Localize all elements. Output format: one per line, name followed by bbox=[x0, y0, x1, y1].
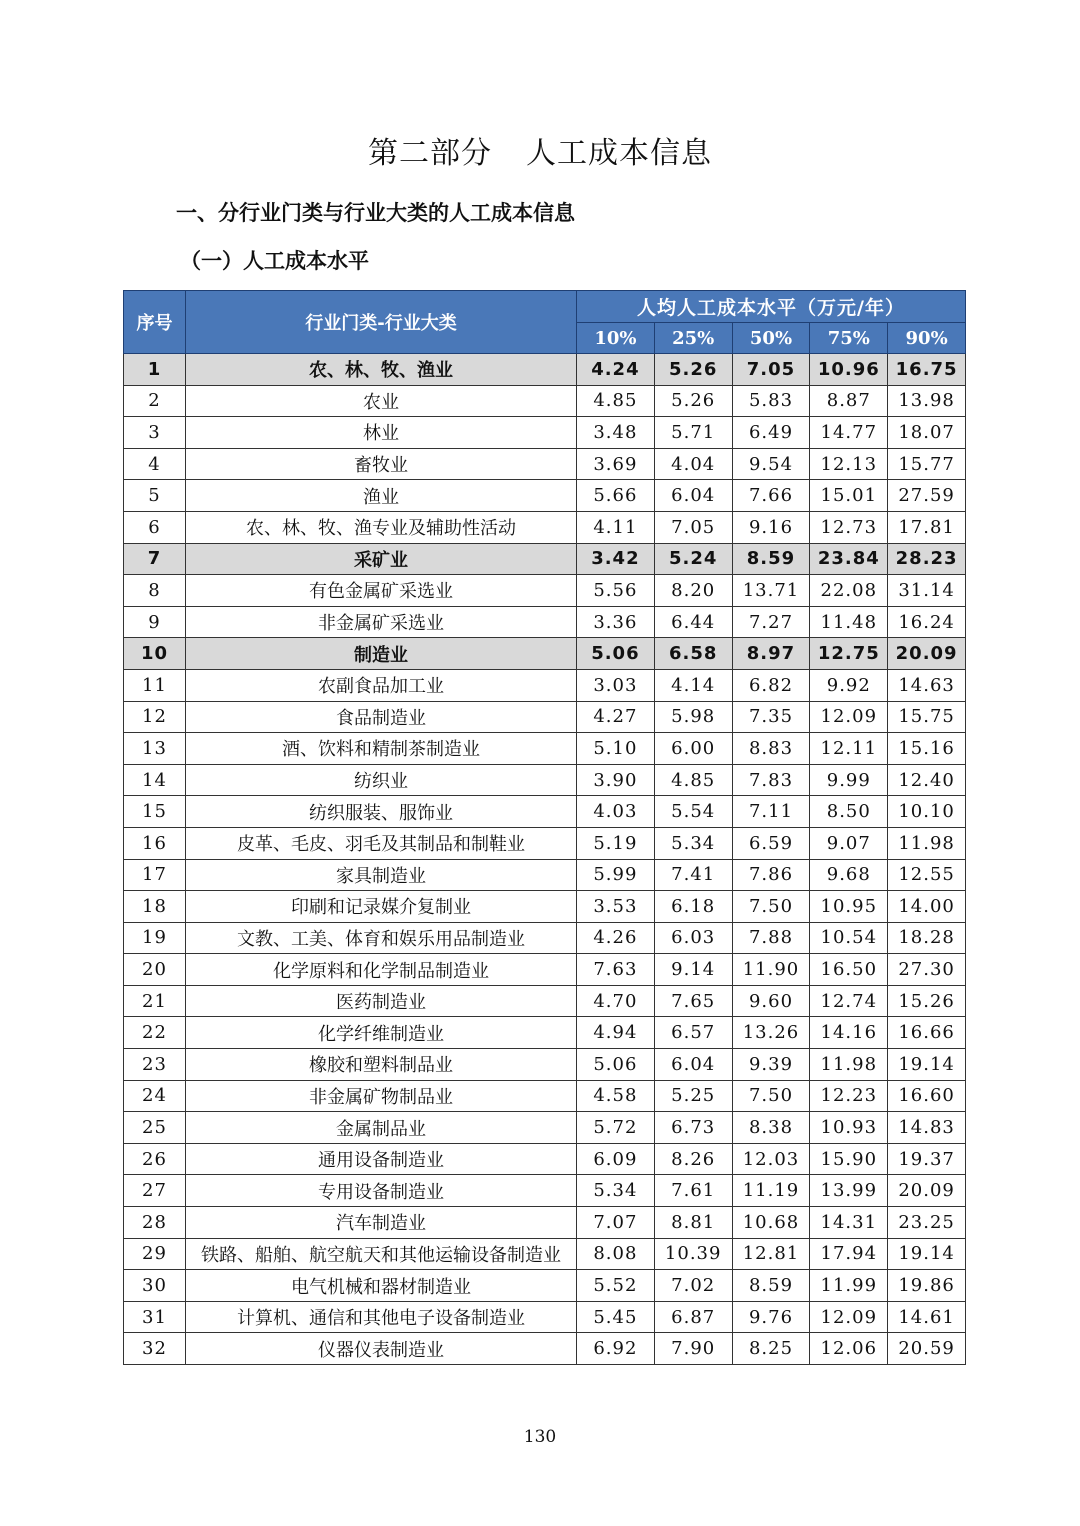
row-no: 13 bbox=[124, 733, 186, 765]
row-no: 4 bbox=[124, 448, 186, 480]
row-value: 5.83 bbox=[732, 385, 810, 417]
row-value: 7.65 bbox=[654, 985, 732, 1017]
row-value: 5.26 bbox=[654, 354, 732, 386]
row-value: 12.75 bbox=[810, 638, 888, 670]
row-industry: 非金属矿采选业 bbox=[186, 606, 577, 638]
title-part: 第二部分 bbox=[368, 136, 492, 171]
row-value: 6.92 bbox=[577, 1333, 655, 1365]
row-no: 3 bbox=[124, 417, 186, 449]
row-no: 5 bbox=[124, 480, 186, 512]
row-no: 15 bbox=[124, 796, 186, 828]
row-value: 3.42 bbox=[577, 543, 655, 575]
row-value: 17.94 bbox=[810, 1238, 888, 1270]
row-value: 5.52 bbox=[577, 1270, 655, 1302]
header-p50: 50% bbox=[732, 323, 810, 354]
row-value: 9.39 bbox=[732, 1049, 810, 1081]
row-no: 17 bbox=[124, 859, 186, 891]
row-no: 8 bbox=[124, 575, 186, 607]
row-value: 14.83 bbox=[888, 1112, 966, 1144]
row-value: 5.99 bbox=[577, 859, 655, 891]
row-value: 6.73 bbox=[654, 1112, 732, 1144]
row-industry: 印刷和记录媒介复制业 bbox=[186, 891, 577, 923]
row-value: 6.44 bbox=[654, 606, 732, 638]
row-value: 31.14 bbox=[888, 575, 966, 607]
row-no: 23 bbox=[124, 1049, 186, 1081]
row-industry: 食品制造业 bbox=[186, 701, 577, 733]
row-value: 15.90 bbox=[810, 1143, 888, 1175]
row-value: 10.68 bbox=[732, 1207, 810, 1239]
row-value: 10.54 bbox=[810, 922, 888, 954]
row-value: 3.36 bbox=[577, 606, 655, 638]
row-industry: 农、林、牧、渔业 bbox=[186, 354, 577, 386]
table-row bbox=[124, 985, 966, 1017]
row-industry: 纺织业 bbox=[186, 764, 577, 796]
table-row bbox=[124, 1301, 966, 1333]
row-value: 10.95 bbox=[810, 891, 888, 923]
row-value: 7.90 bbox=[654, 1333, 732, 1365]
row-value: 20.09 bbox=[888, 1175, 966, 1207]
table-row bbox=[124, 511, 966, 543]
row-value: 16.60 bbox=[888, 1080, 966, 1112]
row-industry: 计算机、通信和其他电子设备制造业 bbox=[186, 1301, 577, 1333]
row-value: 11.19 bbox=[732, 1175, 810, 1207]
row-value: 8.20 bbox=[654, 575, 732, 607]
row-value: 14.31 bbox=[810, 1207, 888, 1239]
table-row bbox=[124, 448, 966, 480]
row-industry: 皮革、毛皮、羽毛及其制品和制鞋业 bbox=[186, 827, 577, 859]
subsection-heading: （一）人工成本水平 bbox=[180, 249, 369, 273]
row-value: 7.27 bbox=[732, 606, 810, 638]
row-value: 4.58 bbox=[577, 1080, 655, 1112]
row-value: 8.26 bbox=[654, 1143, 732, 1175]
row-industry: 通用设备制造业 bbox=[186, 1143, 577, 1175]
row-value: 5.26 bbox=[654, 385, 732, 417]
header-p75: 75% bbox=[810, 323, 888, 354]
row-value: 27.59 bbox=[888, 480, 966, 512]
row-value: 3.53 bbox=[577, 891, 655, 923]
row-value: 10.93 bbox=[810, 1112, 888, 1144]
row-value: 20.59 bbox=[888, 1333, 966, 1365]
table-row bbox=[124, 796, 966, 828]
row-industry: 畜牧业 bbox=[186, 448, 577, 480]
table-row bbox=[124, 954, 966, 986]
row-value: 19.14 bbox=[888, 1238, 966, 1270]
row-value: 3.69 bbox=[577, 448, 655, 480]
row-industry: 仪器仪表制造业 bbox=[186, 1333, 577, 1365]
row-industry: 电气机械和器材制造业 bbox=[186, 1270, 577, 1302]
table-row bbox=[124, 606, 966, 638]
row-no: 7 bbox=[124, 543, 186, 575]
row-value: 8.25 bbox=[732, 1333, 810, 1365]
row-value: 4.85 bbox=[654, 764, 732, 796]
page-title bbox=[0, 128, 1080, 172]
row-industry: 农副食品加工业 bbox=[186, 669, 577, 701]
row-value: 5.98 bbox=[654, 701, 732, 733]
row-industry: 铁路、船舶、航空航天和其他运输设备制造业 bbox=[186, 1238, 577, 1270]
row-value: 4.70 bbox=[577, 985, 655, 1017]
row-value: 6.00 bbox=[654, 733, 732, 765]
row-industry: 酒、饮料和精制茶制造业 bbox=[186, 733, 577, 765]
row-value: 13.99 bbox=[810, 1175, 888, 1207]
labor-cost-table bbox=[123, 290, 966, 1365]
row-value: 20.09 bbox=[888, 638, 966, 670]
row-value: 6.04 bbox=[654, 480, 732, 512]
row-value: 9.92 bbox=[810, 669, 888, 701]
row-value: 8.87 bbox=[810, 385, 888, 417]
row-value: 7.41 bbox=[654, 859, 732, 891]
row-value: 12.11 bbox=[810, 733, 888, 765]
row-value: 6.87 bbox=[654, 1301, 732, 1333]
table-row bbox=[124, 1175, 966, 1207]
table-row bbox=[124, 827, 966, 859]
row-value: 23.25 bbox=[888, 1207, 966, 1239]
header-no: 序号 bbox=[124, 291, 186, 354]
row-value: 12.09 bbox=[810, 701, 888, 733]
row-no: 28 bbox=[124, 1207, 186, 1239]
table-row bbox=[124, 543, 966, 575]
row-value: 5.54 bbox=[654, 796, 732, 828]
row-value: 19.14 bbox=[888, 1049, 966, 1081]
table-row bbox=[124, 733, 966, 765]
row-no: 1 bbox=[124, 354, 186, 386]
row-no: 9 bbox=[124, 606, 186, 638]
table-row bbox=[124, 638, 966, 670]
row-no: 26 bbox=[124, 1143, 186, 1175]
row-value: 14.00 bbox=[888, 891, 966, 923]
row-value: 7.88 bbox=[732, 922, 810, 954]
row-value: 7.05 bbox=[732, 354, 810, 386]
row-value: 4.85 bbox=[577, 385, 655, 417]
row-value: 8.81 bbox=[654, 1207, 732, 1239]
row-value: 6.18 bbox=[654, 891, 732, 923]
row-value: 11.98 bbox=[810, 1049, 888, 1081]
row-value: 4.14 bbox=[654, 669, 732, 701]
row-value: 6.82 bbox=[732, 669, 810, 701]
row-value: 16.66 bbox=[888, 1017, 966, 1049]
row-no: 29 bbox=[124, 1238, 186, 1270]
row-value: 5.06 bbox=[577, 638, 655, 670]
row-no: 6 bbox=[124, 511, 186, 543]
table-row bbox=[124, 1112, 966, 1144]
row-industry: 制造业 bbox=[186, 638, 577, 670]
row-no: 16 bbox=[124, 827, 186, 859]
row-value: 9.54 bbox=[732, 448, 810, 480]
row-value: 7.05 bbox=[654, 511, 732, 543]
row-value: 9.16 bbox=[732, 511, 810, 543]
row-value: 14.77 bbox=[810, 417, 888, 449]
header-p25: 25% bbox=[654, 323, 732, 354]
table-row bbox=[124, 385, 966, 417]
table-row bbox=[124, 1017, 966, 1049]
row-no: 2 bbox=[124, 385, 186, 417]
page-number: 130 bbox=[523, 1427, 557, 1447]
row-industry: 医药制造业 bbox=[186, 985, 577, 1017]
row-value: 8.08 bbox=[577, 1238, 655, 1270]
row-value: 6.49 bbox=[732, 417, 810, 449]
row-value: 11.99 bbox=[810, 1270, 888, 1302]
row-industry: 金属制品业 bbox=[186, 1112, 577, 1144]
row-value: 14.16 bbox=[810, 1017, 888, 1049]
row-value: 12.13 bbox=[810, 448, 888, 480]
table-row bbox=[124, 1049, 966, 1081]
table-row bbox=[124, 859, 966, 891]
row-value: 7.66 bbox=[732, 480, 810, 512]
row-value: 4.94 bbox=[577, 1017, 655, 1049]
row-no: 25 bbox=[124, 1112, 186, 1144]
title-name: 人工成本信息 bbox=[526, 136, 712, 171]
row-value: 5.10 bbox=[577, 733, 655, 765]
row-value: 17.81 bbox=[888, 511, 966, 543]
row-no: 27 bbox=[124, 1175, 186, 1207]
header-p10: 10% bbox=[577, 323, 655, 354]
table-row bbox=[124, 1333, 966, 1365]
row-industry: 化学纤维制造业 bbox=[186, 1017, 577, 1049]
row-value: 9.68 bbox=[810, 859, 888, 891]
row-value: 5.71 bbox=[654, 417, 732, 449]
row-value: 6.09 bbox=[577, 1143, 655, 1175]
row-value: 13.98 bbox=[888, 385, 966, 417]
row-value: 10.96 bbox=[810, 354, 888, 386]
row-value: 4.03 bbox=[577, 796, 655, 828]
row-industry: 非金属矿物制品业 bbox=[186, 1080, 577, 1112]
row-no: 11 bbox=[124, 669, 186, 701]
row-value: 7.11 bbox=[732, 796, 810, 828]
row-value: 15.77 bbox=[888, 448, 966, 480]
row-value: 5.06 bbox=[577, 1049, 655, 1081]
row-value: 27.30 bbox=[888, 954, 966, 986]
row-value: 9.99 bbox=[810, 764, 888, 796]
table-row bbox=[124, 922, 966, 954]
row-value: 23.84 bbox=[810, 543, 888, 575]
row-value: 12.55 bbox=[888, 859, 966, 891]
row-industry: 橡胶和塑料制品业 bbox=[186, 1049, 577, 1081]
row-value: 7.50 bbox=[732, 891, 810, 923]
row-value: 15.26 bbox=[888, 985, 966, 1017]
table-row bbox=[124, 1143, 966, 1175]
row-value: 14.61 bbox=[888, 1301, 966, 1333]
row-industry: 化学原料和化学制品制造业 bbox=[186, 954, 577, 986]
row-value: 8.59 bbox=[732, 1270, 810, 1302]
row-value: 6.58 bbox=[654, 638, 732, 670]
row-no: 10 bbox=[124, 638, 186, 670]
table-row bbox=[124, 417, 966, 449]
header-unit: 人均人工成本水平（万元/年） bbox=[577, 291, 966, 323]
row-value: 7.50 bbox=[732, 1080, 810, 1112]
row-value: 8.83 bbox=[732, 733, 810, 765]
row-value: 6.03 bbox=[654, 922, 732, 954]
row-value: 16.50 bbox=[810, 954, 888, 986]
row-value: 7.02 bbox=[654, 1270, 732, 1302]
row-value: 12.73 bbox=[810, 511, 888, 543]
row-value: 4.26 bbox=[577, 922, 655, 954]
table-row bbox=[124, 701, 966, 733]
row-value: 6.57 bbox=[654, 1017, 732, 1049]
row-value: 13.71 bbox=[732, 575, 810, 607]
row-value: 10.10 bbox=[888, 796, 966, 828]
row-industry: 专用设备制造业 bbox=[186, 1175, 577, 1207]
row-value: 15.16 bbox=[888, 733, 966, 765]
row-industry: 纺织服装、服饰业 bbox=[186, 796, 577, 828]
table-row bbox=[124, 575, 966, 607]
row-industry: 农业 bbox=[186, 385, 577, 417]
row-no: 14 bbox=[124, 764, 186, 796]
section-heading: 一、分行业门类与行业大类的人工成本信息 bbox=[176, 201, 575, 225]
row-value: 15.75 bbox=[888, 701, 966, 733]
row-value: 7.86 bbox=[732, 859, 810, 891]
row-value: 10.39 bbox=[654, 1238, 732, 1270]
row-no: 30 bbox=[124, 1270, 186, 1302]
row-value: 18.28 bbox=[888, 922, 966, 954]
row-value: 4.04 bbox=[654, 448, 732, 480]
row-value: 7.35 bbox=[732, 701, 810, 733]
header-p90: 90% bbox=[888, 323, 966, 354]
row-value: 12.09 bbox=[810, 1301, 888, 1333]
row-value: 9.60 bbox=[732, 985, 810, 1017]
row-value: 5.19 bbox=[577, 827, 655, 859]
row-no: 31 bbox=[124, 1301, 186, 1333]
row-value: 9.14 bbox=[654, 954, 732, 986]
row-value: 16.75 bbox=[888, 354, 966, 386]
row-value: 7.83 bbox=[732, 764, 810, 796]
row-no: 12 bbox=[124, 701, 186, 733]
row-value: 28.23 bbox=[888, 543, 966, 575]
row-value: 8.38 bbox=[732, 1112, 810, 1144]
row-value: 7.63 bbox=[577, 954, 655, 986]
row-value: 3.90 bbox=[577, 764, 655, 796]
row-value: 6.04 bbox=[654, 1049, 732, 1081]
row-value: 9.07 bbox=[810, 827, 888, 859]
row-industry: 农、林、牧、渔专业及辅助性活动 bbox=[186, 511, 577, 543]
row-value: 19.37 bbox=[888, 1143, 966, 1175]
row-value: 5.25 bbox=[654, 1080, 732, 1112]
row-no: 20 bbox=[124, 954, 186, 986]
row-no: 19 bbox=[124, 922, 186, 954]
row-industry: 采矿业 bbox=[186, 543, 577, 575]
row-value: 12.03 bbox=[732, 1143, 810, 1175]
row-value: 3.03 bbox=[577, 669, 655, 701]
row-value: 14.63 bbox=[888, 669, 966, 701]
row-value: 13.26 bbox=[732, 1017, 810, 1049]
row-value: 12.81 bbox=[732, 1238, 810, 1270]
row-value: 5.66 bbox=[577, 480, 655, 512]
table-row bbox=[124, 480, 966, 512]
row-no: 22 bbox=[124, 1017, 186, 1049]
row-no: 24 bbox=[124, 1080, 186, 1112]
row-industry: 家具制造业 bbox=[186, 859, 577, 891]
row-value: 12.40 bbox=[888, 764, 966, 796]
header-industry: 行业门类-行业大类 bbox=[186, 291, 577, 354]
row-value: 15.01 bbox=[810, 480, 888, 512]
row-value: 4.24 bbox=[577, 354, 655, 386]
table-body bbox=[124, 354, 966, 1365]
row-value: 8.50 bbox=[810, 796, 888, 828]
table-row bbox=[124, 1207, 966, 1239]
row-no: 32 bbox=[124, 1333, 186, 1365]
row-value: 19.86 bbox=[888, 1270, 966, 1302]
row-value: 18.07 bbox=[888, 417, 966, 449]
row-value: 22.08 bbox=[810, 575, 888, 607]
row-industry: 文教、工美、体育和娱乐用品制造业 bbox=[186, 922, 577, 954]
row-value: 3.48 bbox=[577, 417, 655, 449]
row-value: 5.34 bbox=[577, 1175, 655, 1207]
row-value: 12.74 bbox=[810, 985, 888, 1017]
row-value: 5.24 bbox=[654, 543, 732, 575]
row-value: 8.97 bbox=[732, 638, 810, 670]
table-row bbox=[124, 764, 966, 796]
table-row bbox=[124, 891, 966, 923]
row-value: 12.06 bbox=[810, 1333, 888, 1365]
row-industry: 林业 bbox=[186, 417, 577, 449]
row-value: 4.11 bbox=[577, 511, 655, 543]
row-value: 5.34 bbox=[654, 827, 732, 859]
row-value: 8.59 bbox=[732, 543, 810, 575]
row-value: 16.24 bbox=[888, 606, 966, 638]
row-industry: 汽车制造业 bbox=[186, 1207, 577, 1239]
row-value: 7.07 bbox=[577, 1207, 655, 1239]
table-row bbox=[124, 354, 966, 386]
row-value: 5.72 bbox=[577, 1112, 655, 1144]
row-value: 12.23 bbox=[810, 1080, 888, 1112]
row-value: 6.59 bbox=[732, 827, 810, 859]
table-row bbox=[124, 669, 966, 701]
row-value: 4.27 bbox=[577, 701, 655, 733]
table-row bbox=[124, 1238, 966, 1270]
row-no: 21 bbox=[124, 985, 186, 1017]
row-no: 18 bbox=[124, 891, 186, 923]
row-value: 11.98 bbox=[888, 827, 966, 859]
row-value: 5.56 bbox=[577, 575, 655, 607]
row-industry: 渔业 bbox=[186, 480, 577, 512]
table-row bbox=[124, 1270, 966, 1302]
row-value: 11.90 bbox=[732, 954, 810, 986]
row-value: 5.45 bbox=[577, 1301, 655, 1333]
row-value: 9.76 bbox=[732, 1301, 810, 1333]
row-value: 11.48 bbox=[810, 606, 888, 638]
row-value: 7.61 bbox=[654, 1175, 732, 1207]
table-row bbox=[124, 1080, 966, 1112]
row-industry: 有色金属矿采选业 bbox=[186, 575, 577, 607]
